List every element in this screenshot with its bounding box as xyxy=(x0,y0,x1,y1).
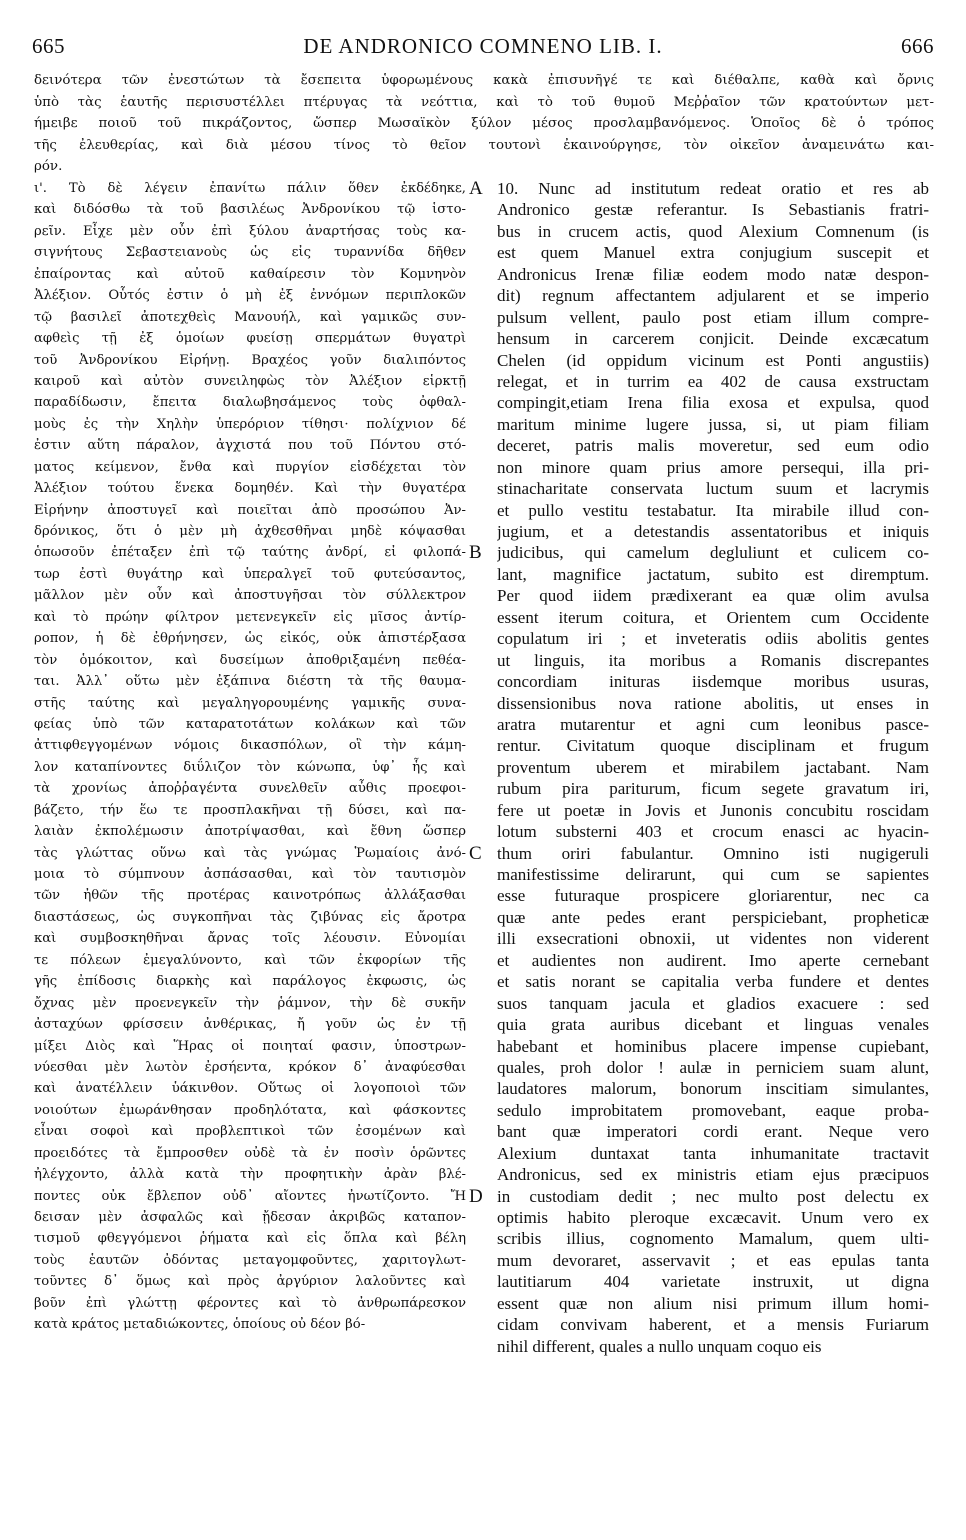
latin-text-line: optimis habito pleroque excæcavit. Unum vero ex xyxy=(497,1208,929,1227)
greek-text-line: Ἀλέξιον. Οὗτός ἐστιν ὁ μὴ ἐξ ἐννόμων περιπλοκῶν xyxy=(34,288,466,304)
greek-text-line: μοὺς ἐς τὴν Χηλὴν ὑπερόριον τίθησι· πολίχνιον δέ xyxy=(34,416,466,432)
greek-text-line: αφθεὶς τῇ ἐξ ὁμοίων φυείσῃ σπερμάτων θυγατρὶ xyxy=(34,331,466,347)
latin-text-line: hensum in carcerem conjicit. Deinde excæcatum xyxy=(497,329,929,349)
greek-text-line: καὶ τὸ πρώην φίλτρον μετενεγκεῖν εἰς μῖσος ἀντίρ- xyxy=(34,609,466,625)
greek-text-line: κατὰ κράτος μεταδιώκοντες, ὁποίους οὐ δέον βό- xyxy=(34,1317,366,1333)
page-number-left: 665 xyxy=(32,34,65,58)
latin-text-line: compingit,etiam Irena filia exosa et expulsa, quod xyxy=(497,393,929,413)
latin-text-line: Andronicus Irenæ filiæ eodem modo natæ despon- xyxy=(497,264,929,284)
greek-text-line: ὄχνας μὲν προενεγκεῖν τὴν ῥάμνον, τὴν δὲ συκῆν xyxy=(34,995,466,1011)
greek-text-line: ἀττιφθεγγομένων νόμοις δικασπόλων, οἳ τὴν κάμη- xyxy=(34,738,466,754)
greek-text-line: μοια τὸ σύμπνουν ἀσπάσασθαι, καὶ τὸν ταυτισμὸν xyxy=(34,867,466,882)
latin-text-line: et satis norant se capitalia verba fundere et dentes xyxy=(497,972,929,992)
latin-text-line: rentur. Civitatum quoque disciplinam et frugum xyxy=(497,736,929,756)
greek-text-line: Εἰρήνην ἀποστυγεῖ καὶ ποιεῖται ἀπὸ προσώπου Ἀν- xyxy=(34,502,466,518)
greek-text-line: ὁπωσοῦν ἐπέταξεν ἐπὶ τῷ ταύτης ἀνδρί, εἰ φιλοπά- xyxy=(34,545,466,561)
latin-text-line: Andronicus, sed ex ministris etiam ejus præcipuos xyxy=(497,1165,929,1185)
latin-text-line: Per quod iidem prædixerant ea quæ olim avulsa xyxy=(497,586,929,606)
greek-text-line: ἐστιν αὕτη πάραλον, ἀγχιστά που τοῦ Πόντου στό- xyxy=(34,438,466,454)
greek-text-line: προειδότες τὰ ἔμπροσθεν οὐδὲ τὰ ἐν ποσὶν ὁρῶντες xyxy=(34,1145,466,1161)
greek-text-line: τῶν ἠθῶν τῆς προτέρας καινοτρόπως ἀλλάξασθαι xyxy=(34,888,466,904)
greek-text-line: βοῦν ἐπὶ γλώττῃ φέροντες καὶ τὸ ἀνθρωπάρεσκον xyxy=(34,1295,466,1311)
greek-text-line: ρόν. xyxy=(34,159,63,174)
latin-text-line: jugium, et a detestandis assentatoribus et iniquis xyxy=(497,522,929,541)
greek-text-line: νοιούτων ἐμωράνθησαν προδηλότατα, καὶ φάσκοντες xyxy=(34,1102,466,1118)
greek-text-line: φείας ὑπὸ τῶν καταρατοτάτων κολάκων καὶ τῶν xyxy=(34,716,466,732)
latin-text-line: lant, magnifice jactatum, subito est diremptum. xyxy=(497,564,929,584)
latin-text-line: Andronico gestæ referantur. Is Sebastianis fratri- xyxy=(497,200,929,220)
latin-text-line: 10. Nunc ad institutum redeat oratio et res ab xyxy=(497,179,929,198)
latin-text-line: et pullo vestitu testabatur. Ita mirabile illud con- xyxy=(497,500,929,520)
greek-text-line: βάζετο, τήν ἕω τε προσπλακῆναι τῇ δύσει, καὶ πα- xyxy=(34,802,466,818)
greek-text-line: λον καταπίνοντες διΰλιζον τὸν κώνωπα, ὑφ᾽ ἧς καὶ xyxy=(34,759,466,775)
greek-text-line: ρεῖν. Εἶχε μὲν οὖν ἐπὶ ξύλου ἀναρτήσας τοὺς κα- xyxy=(34,223,466,239)
greek-text-line: τισμοῦ φθεγγόμενοι ῥήματα καὶ εἰς ὅπλα καὶ βέλη xyxy=(34,1231,466,1247)
greek-text-line: δεισαν μὲν ἀσφαλῶς καὶ ᾔδεσαν ἀκριβῶς καταπον- xyxy=(34,1210,466,1225)
running-title: DE ANDRONICO COMNENO LIB. I. xyxy=(303,34,663,58)
latin-text-line: fere ut poetæ in Jovis et Junonis concubitu roscidam xyxy=(497,800,929,820)
greek-text-line: τῷ βασιλεῖ ἀποτεχθεὶς Μανουήλ, καὶ γαμικῶς συν- xyxy=(34,309,466,325)
page-header xyxy=(32,34,934,62)
latin-column xyxy=(497,178,929,1357)
latin-text-line: copulatum iri ; et inveteratis odiis abolitis gentes xyxy=(497,629,929,649)
greek-text-line: ροπον, ἡ δὲ ἐθρήνησεν, ὡς εἰκός, οὐκ ἀπιστέρξασα xyxy=(34,631,466,647)
greek-text-line: τὰ χρονίως ἀποῤῥαγέντα συνελθεῖν αὖθις προεφοι- xyxy=(34,781,466,797)
latin-text-line: quales, proh dolor ! aulæ in perniciem suam alunt, xyxy=(497,1057,929,1077)
latin-text-line: relegat, et in turrim ea 402 de causa exstructam xyxy=(497,371,929,391)
latin-text-line: laudatores malorum, bonorum inscitiam simulantes, xyxy=(497,1079,929,1099)
latin-text-line: Alexium duntaxat tanta inhumanitate tractavit xyxy=(497,1143,929,1163)
latin-text-line: deceret, patris malis moveretur, sed eum odio xyxy=(497,436,929,456)
greek-text-line: στῆς ταύτης καὶ μεγαληγορουμένης γαμικῆς συνα- xyxy=(34,695,466,711)
greek-text-line: μίξει Διὸς καὶ Ἥρας οἱ ποιηταί φασιν, ὑποστρων- xyxy=(34,1038,466,1054)
latin-text-line: est quem Manuel extra conjugium suscepit et xyxy=(497,243,929,263)
greek-text-line: παραδίδωσιν, ἔπειτα διαλωβησάμενος τοὺς ὀφθαλ- xyxy=(34,395,466,411)
greek-text-line: καιροῦ καὶ αὐτὸν συνειληφὼς τὸν Ἀλέξιον εἱρκτῇ xyxy=(34,373,466,389)
section-mark-d: D xyxy=(469,1186,483,1207)
latin-text-line: ut linguis, ita moribus a Romanis discrepantes xyxy=(497,650,929,670)
greek-text-line: δρόνικος, ὅτι ὁ μὲν μὴ ἀχθεσθῆναι μηδὲ κόψασθαι xyxy=(34,524,466,539)
greek-text-line: εἶναι σοφοὶ καὶ προβλεπτικοὶ τῶν ἐσομένων καὶ xyxy=(34,1124,466,1140)
greek-text-line: μᾶλλον μὲν οὖν καὶ ἀποστυγῆσαι τὸν σύλλεκτρον xyxy=(34,588,466,604)
latin-text-line: suos tanquam jacula et gladios exacuere : sed xyxy=(497,993,929,1013)
greek-text-line: Ἀλέξιον τούτου ἕνεκα δομηθέν. Καὶ τὴν θυγατέρα xyxy=(34,481,466,497)
greek-text-line: τῆς ἐλευθερίας, καὶ διὰ μέσου τίνος τὸ θεῖον τουτονὶ ἐκαινούργησε, τὸν οἰκεῖον ἀναμεινάτω και- xyxy=(34,137,934,153)
greek-text-line: δεινότερα τῶν ἐνεστώτων τὰ ἔσεπειτα ὑφορωμένους κακὰ ἐπισυνῆγέ τε καὶ διέθαλπε, καθὰ καὶ ὄρνις xyxy=(34,73,934,88)
greek-text-line: σιγνήτους Σεβαστειανοὺς ὡς εἰς τυραννίδα δῆθεν xyxy=(34,245,466,261)
latin-text-line: pulsum vellent, paulo post etiam illum compre- xyxy=(497,307,929,327)
greek-text-line: διαστάσεως, ὡς συγκοπῆναι τὰς ζιβύνας εἰς ἄροτρα xyxy=(34,909,466,925)
latin-text-line: maritum minime lugere jussa, si, ut piam filiam xyxy=(497,414,929,434)
latin-text-line: quæ ante pedes erant perspiciebant, propheticæ xyxy=(497,907,929,927)
latin-text-line: concordiam inituras iisdemque moribus usuras, xyxy=(497,672,929,692)
section-mark-a: A xyxy=(469,178,483,199)
greek-text-line: τὸν ὁμόκοιτον, καὶ δυσείμων ἀποθριξαμένη πεθέα- xyxy=(34,652,466,668)
greek-text-line: καὶ συμβοσκηθῆναι ἄρνας τοῖς λέουσιν. Εὐνομίαι xyxy=(34,931,466,947)
latin-text-line: aratra mutarentur et agni cum leonibus pasce- xyxy=(497,714,929,734)
greek-text-line: ἠλέγχοντο, ἀλλὰ κατὰ τὴν προφητικὴν ἀρὰν βλέ- xyxy=(34,1167,466,1183)
greek-text-line: ποντες οὐκ ἔβλεπον οὐδ᾽ αἴοντες ἠνωτίζοντο. Ἤ xyxy=(34,1188,466,1204)
latin-text-line: proventum uberem et mirabilem jactabant. Nam xyxy=(497,757,929,777)
latin-text-line: dissensionibus nova ratione abolitis, ut enses in xyxy=(497,693,929,713)
greek-text-line: καὶ διδόσθω τὰ τοῦ βασιλέως Ἀνδρονίκου τῷ ἱστο- xyxy=(34,202,466,218)
top-greek-paragraph xyxy=(34,70,934,178)
latin-text-line: mum devoraret, asservavit ; et eas epulas tanta xyxy=(497,1250,929,1270)
greek-text-line: ματος κείμενον, ἔνθα καὶ πυργίον εἰσδέχεται τὸν xyxy=(34,459,466,475)
greek-text-line: ήμειβε ποιοῦ τοῦ πικράζοντος, ὥσπερ Μωσαϊκὸν ξύλον μέσος προσλαμβανόμενος. Ὁποῖος δὲ ὁ τρόπος xyxy=(34,116,934,131)
latin-text-line: in custodiam dedit ; nec multo post delectu ex xyxy=(497,1186,929,1206)
latin-text-line: dit) regnum affectantem adjularent et se imperio xyxy=(497,286,929,306)
latin-text-line: judicibus, qui camelum degluliunt et culicem co- xyxy=(497,543,929,563)
greek-text-line: ἀσταχύων φρίσσειν ἀνθέρικας, ἤ γοῦν ὡς ἐν τῇ xyxy=(34,1017,466,1033)
latin-text-line: stinacharitate conservata luctum suum et lacrymis xyxy=(497,479,929,499)
latin-text-line: habebant et hominibus placere impense cupiebant, xyxy=(497,1036,929,1056)
greek-text-line: τε πόλεων ἐμεγαλύνοντο, καὶ τῶν ἐκφορίων τῆς xyxy=(34,952,466,968)
greek-text-line: γῆς ἐπίδοσις διαρκὴς καὶ παράλογος ἐκφωσις, ὡς xyxy=(34,974,466,990)
greek-text-line: ὑπὸ τὰς ἑαυτῆς περισυστέλλει πτέρυγας τὰ νεόττια, καὶ τὸ τοῦ θυμοῦ Μεῤῥαῖον τῶν κρατούντων μετ- xyxy=(34,94,934,110)
latin-text-line: lautitiarum 404 varietate instruxit, ut digna xyxy=(497,1272,929,1292)
latin-text-line: lotum substerni 403 et crocum enasci ac hyacin- xyxy=(497,822,929,842)
greek-text-line: τοῦντες δ᾽ ὅμως καὶ πρὸς ἀργύριον λαλοῦντες καὶ xyxy=(34,1274,466,1290)
latin-text-line: bus in crucem actis, quod Alexium Comnenum (is xyxy=(497,221,929,241)
greek-text-line: ται. Ἀλλ᾽ οὕτω μὲν ἐξάπινα διέστη τὰ τῆς θαυμα- xyxy=(34,674,466,690)
latin-text-line: et audientes non audirent. Imo aperte cernebant xyxy=(497,950,929,970)
greek-text-line: τοὺς ἑαυτῶν ὀδόντας μεταγομφοῦντες, χαριτογλωτ- xyxy=(34,1252,466,1268)
latin-text-line: essent iterum coitura, et Orientem cum Occidente xyxy=(497,607,929,627)
latin-text-line: quia grata auribus dicebant et linguas venales xyxy=(497,1015,929,1035)
latin-text-line: nihil different, quales a nullo unquam coquo eis xyxy=(497,1336,822,1356)
latin-text-line: essent quæ non alium nisi primum illum homi- xyxy=(497,1293,929,1313)
greek-text-line: ι'. Τὸ δὲ λέγειν ἐπανίτω πάλιν ὅθεν ἐκδέδηκε, xyxy=(34,181,466,196)
greek-text-line: καὶ ἀνατέλλειν ὑάκινθον. Οὕτως οἱ λογοποιοὶ τῶν xyxy=(34,1081,466,1097)
section-mark-c: C xyxy=(469,843,482,864)
greek-text-line: τοῦ Ἀνδρονίκου Εἰρήνῃ. Βραχέος γοῦν διαλιπόντος xyxy=(34,352,466,368)
latin-text-line: sedulo improbitatem promovebant, eaque proba- xyxy=(497,1100,929,1120)
greek-text-line: λαιὰν ἐκπολέμωσιν ἀποτρίψασθαι, καὶ ἔθνη ὥσπερ xyxy=(34,824,466,840)
page-number-right: 666 xyxy=(901,34,934,58)
latin-text-line: esse futuraque prospicere gloriarentur, nec ca xyxy=(497,886,929,906)
latin-text-line: non minore quam prius amore persequi, illa pri- xyxy=(497,457,929,477)
latin-text-line: scribis illius, cognomento Mamalum, quem ulti- xyxy=(497,1229,929,1249)
latin-text-line: manifestissime delirarunt, qui cum se sapientes xyxy=(497,865,929,884)
greek-text-line: ἐπαίροντας καὶ αὐτοῦ καθαίρεσιν τὸν Κομνηνὸν xyxy=(34,266,466,282)
greek-text-line: τὰς γλώττας οὕνω καὶ τὰς γνώμας Ῥωμαίοις ἀνό- xyxy=(34,845,466,861)
latin-text-line: rubum pira pariturum, ficum segete gravatum iri, xyxy=(497,779,929,799)
latin-text-line: Chelen (id oppidum vicinum est Ponti angustiis) xyxy=(497,350,929,370)
greek-text-line: τωρ ἐστὶ θυγάτηρ καὶ ὑπεραλγεῖ τοῦ φυτεύσαντος, xyxy=(34,566,466,582)
latin-text-line: cidam convivam haberent, et a mensis Furiarum xyxy=(497,1315,929,1335)
latin-text-line: bant quæ imperatori cordi erant. Neque vero xyxy=(497,1122,929,1142)
greek-text-line: νύεσθαι μὲν λωτὸν ἐρσήεντα, κρόκον δ᾽ ἀναφύεσθαι xyxy=(34,1059,466,1075)
latin-text-line: illi exsecrationi obnoxii, ut videntes non viderent xyxy=(497,929,929,949)
greek-column xyxy=(34,178,466,1336)
latin-text-line: thum oriri fabulantur. Omnino isti nugigeruli xyxy=(497,843,929,863)
section-mark-b: B xyxy=(469,542,482,563)
